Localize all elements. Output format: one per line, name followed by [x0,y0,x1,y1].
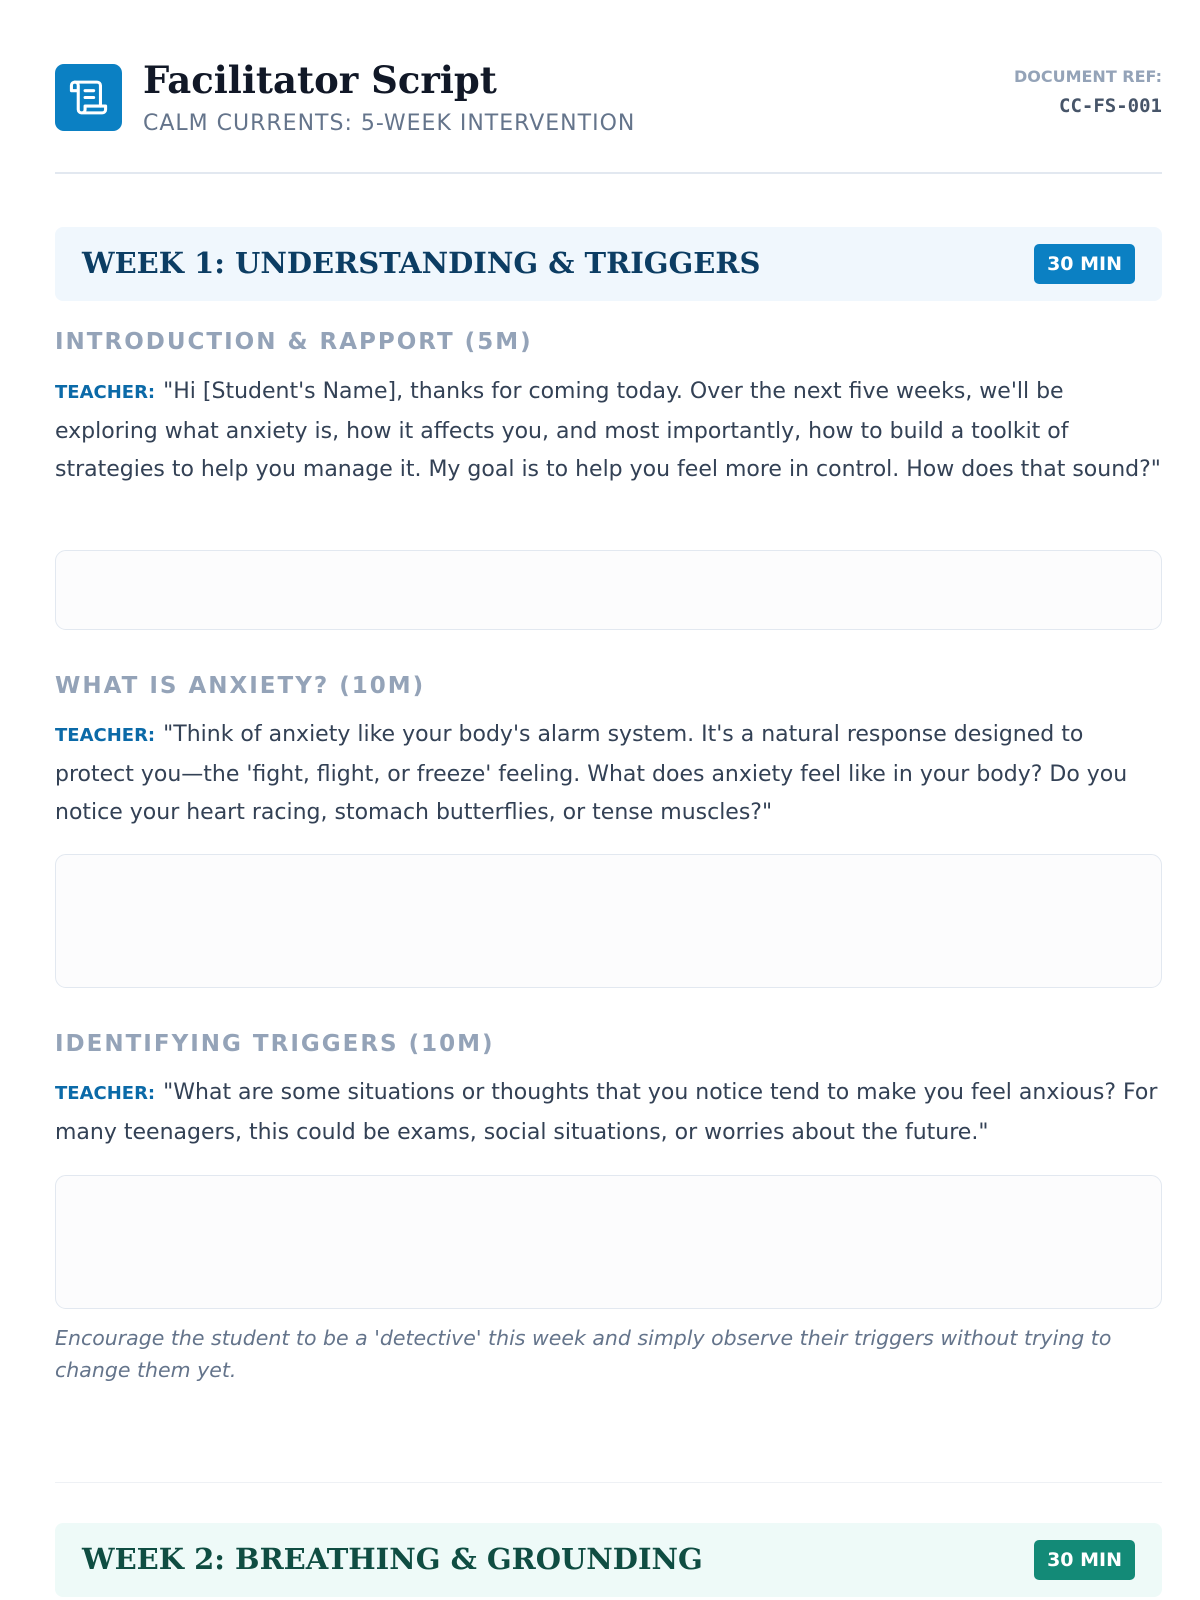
document-reference [1014,67,1162,117]
week-1-title: WEEK 1: UNDERSTANDING & TRIGGERS [82,246,761,280]
facilitator-script-page [55,0,1162,1600]
week-2-duration-badge: 30 MIN [1034,1540,1135,1580]
section-heading-identifying-triggers: IDENTIFYING TRIGGERS (10M) [55,1031,495,1057]
document-header [55,58,1162,174]
week-1-header [55,227,1162,301]
speaker-label: TEACHER: [55,725,156,746]
script-text: "Think of anxiety like your body's alarm system. It's a natural response designed to protect you—the 'fight, flight, or freeze' feeling. What does anxiety feel like in your body? Do you notice your heart racing, stomach butterflies, or tense muscles?" [55,722,1128,825]
speaker-label: TEACHER: [55,1083,156,1104]
week-1-duration-badge: 30 MIN [1034,244,1135,284]
week-divider [55,1482,1162,1483]
teacher-script-identifying-triggers [55,1074,1162,1152]
teacher-script-what-is-anxiety [55,716,1162,833]
notes-box-identifying-triggers[interactable] [55,1175,1162,1309]
document-ref-label: DOCUMENT REF: [1013,67,1162,86]
week-2-header [55,1523,1162,1597]
page-title: Facilitator Script [143,58,497,102]
script-text: "What are some situations or thoughts that you notice tend to make you feel anxious? For many teenagers, this could be exams, social situations, or worries about the future." [55,1080,1158,1145]
section-heading-what-is-anxiety: WHAT IS ANXIETY? (10M) [55,673,426,699]
script-text: "Hi [Student's Name], thanks for coming today. Over the next five weeks, we'll be exploring what anxiety is, how it affects you, and most importantly, how to build a toolkit of strategies to help you manage it. My goal is to help you feel more in control. How does that sound?" [55,379,1161,482]
speaker-label: TEACHER: [55,382,156,403]
facilitator-tip: Encourage the student to be a 'detective' this week and simply observe their triggers without trying to change them yet. [55,1326,1112,1382]
page-subtitle: CALM CURRENTS: 5-WEEK INTERVENTION [143,111,636,136]
notes-box-introduction[interactable] [55,550,1162,630]
section-heading-introduction: INTRODUCTION & RAPPORT (5M) [55,329,533,355]
scroll-icon [55,64,122,131]
notes-box-what-is-anxiety[interactable] [55,854,1162,988]
teacher-script-introduction [55,373,1162,490]
document-ref-code: CC-FS-001 [1059,95,1162,117]
week-2-title: WEEK 2: BREATHING & GROUNDING [82,1542,703,1576]
